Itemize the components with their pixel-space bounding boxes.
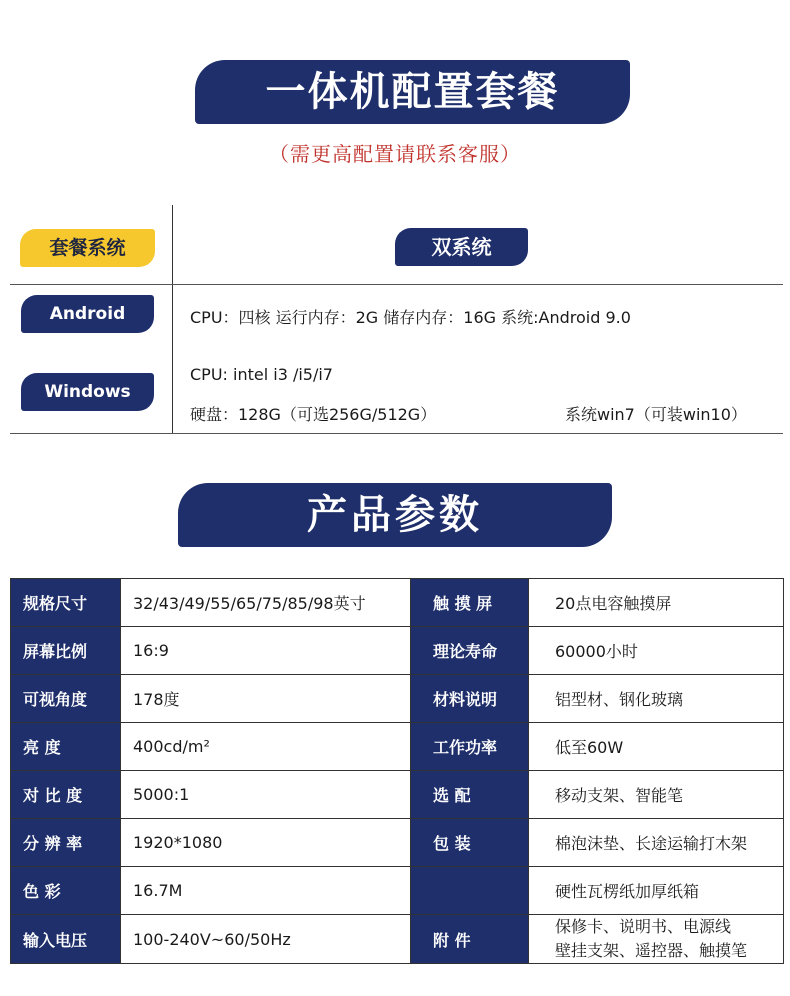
table-row [11, 819, 784, 867]
system-divider [172, 205, 173, 433]
param-key: 分 辨 率 [11, 819, 121, 867]
param-value: 20点电容触摸屏 [529, 579, 784, 627]
android-label: Android [21, 295, 154, 333]
params-table [10, 578, 784, 964]
param-key: 工作功率 [411, 723, 529, 771]
windows-cpu: CPU: intel i3 /i5/i7 [190, 365, 333, 384]
param-value: 移动支架、智能笔 [529, 771, 784, 819]
param-value: 5000:1 [121, 771, 411, 819]
param-value: 32/43/49/55/65/75/85/98英寸 [121, 579, 411, 627]
windows-os: 系统win7（可装win10） [565, 405, 747, 424]
param-key: 可视角度 [11, 675, 121, 723]
android-spec: CPU：四核 运行内存：2G 储存内存：16G 系统:Android 9.0 [190, 308, 631, 327]
param-value-line: 壁挂支架、遥控器、触摸笔 [555, 941, 748, 960]
param-key: 材料说明 [411, 675, 529, 723]
param-value: 60000小时 [529, 627, 784, 675]
param-key: 包 装 [411, 819, 529, 867]
param-key: 色 彩 [11, 867, 121, 915]
config-subtitle: （需更高配置请联系客服） [269, 142, 521, 166]
param-value: 16:9 [121, 627, 411, 675]
table-row [11, 723, 784, 771]
param-value: 铝型材、钢化玻璃 [529, 675, 784, 723]
table-row [11, 627, 784, 675]
table-row [11, 675, 784, 723]
param-value: 100-240V~60/50Hz [121, 915, 411, 964]
param-key: 亮 度 [11, 723, 121, 771]
param-key [411, 867, 529, 915]
param-key: 屏幕比例 [11, 627, 121, 675]
param-key: 选 配 [411, 771, 529, 819]
param-value: 178度 [121, 675, 411, 723]
param-value: 16.7M [121, 867, 411, 915]
param-value: 低至60W [529, 723, 784, 771]
param-key: 触 摸 屏 [411, 579, 529, 627]
table-row [11, 915, 784, 964]
config-title: 一体机配置套餐 [195, 60, 630, 124]
param-value: 棉泡沫垫、长途运输打木架 [529, 819, 784, 867]
system-row-line [10, 284, 783, 285]
param-key: 附 件 [411, 915, 529, 964]
table-row [11, 771, 784, 819]
system-label: 套餐系统 [20, 229, 155, 267]
windows-label: Windows [21, 373, 154, 411]
param-key: 对 比 度 [11, 771, 121, 819]
windows-disk: 硬盘：128G（可选256G/512G） [190, 405, 437, 424]
param-key: 理论寿命 [411, 627, 529, 675]
param-value [529, 915, 784, 964]
system-value: 双系统 [395, 228, 528, 266]
table-row [11, 579, 784, 627]
param-key: 输入电压 [11, 915, 121, 964]
param-value: 1920*1080 [121, 819, 411, 867]
param-value: 硬性瓦楞纸加厚纸箱 [529, 867, 784, 915]
table-row [11, 867, 784, 915]
param-key: 规格尺寸 [11, 579, 121, 627]
params-title: 产品参数 [178, 483, 612, 547]
param-value-line: 保修卡、说明书、电源线 [555, 917, 732, 936]
param-value: 400cd/m² [121, 723, 411, 771]
system-bottom-line [10, 433, 783, 434]
